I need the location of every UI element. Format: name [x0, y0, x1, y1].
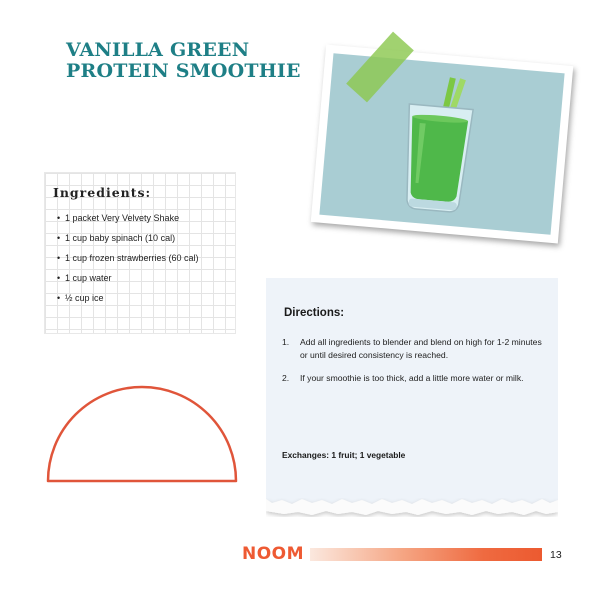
footer-gradient-bar — [310, 548, 542, 561]
ingredient-text: 1 packet Very Velvety Shake — [65, 213, 180, 223]
ingredients-heading: Ingredients: — [53, 185, 152, 200]
directions-card — [266, 278, 558, 522]
step-text: Add all ingredients to blender and blend on high for 1-2 minutes or until desired consistency is reached. — [300, 337, 542, 360]
recipe-title — [66, 40, 301, 82]
bullet-icon: • — [57, 253, 61, 263]
recipe-title-line-2: PROTEIN SMOOTHIE — [66, 60, 301, 82]
ingredient-text: 1 cup water — [65, 273, 112, 283]
bullet-icon: • — [57, 233, 61, 243]
step-text: If your smoothie is too thick, add a little more water or milk. — [300, 373, 524, 383]
ingredient-text: 1 cup frozen strawberries (60 cal) — [65, 253, 199, 263]
bullet-icon: • — [57, 273, 61, 283]
list-item — [57, 252, 199, 272]
recipe-title-line-1: VANILLA GREEN — [66, 39, 250, 61]
list-item — [57, 272, 199, 292]
step-number: 1. — [282, 337, 290, 347]
ingredient-text: ½ cup ice — [65, 293, 104, 303]
page-number: 13 — [550, 549, 562, 561]
bullet-icon: • — [57, 213, 61, 223]
semicircle-decoration — [44, 383, 240, 485]
noom-logo: NOOM — [242, 544, 305, 564]
smoothie-photo-card — [311, 45, 574, 244]
smoothie-glass-illustration — [311, 45, 574, 244]
bullet-icon: • — [57, 293, 61, 303]
list-item — [57, 212, 199, 232]
ingredients-list — [57, 212, 199, 312]
step-number: 2. — [282, 373, 290, 383]
exchanges-note: Exchanges: 1 fruit; 1 vegetable — [282, 450, 406, 460]
list-item — [57, 292, 199, 312]
directions-heading: Directions: — [284, 307, 345, 319]
list-item — [57, 232, 199, 252]
ingredient-text: 1 cup baby spinach (10 cal) — [65, 233, 176, 243]
ingredients-card — [44, 172, 236, 334]
